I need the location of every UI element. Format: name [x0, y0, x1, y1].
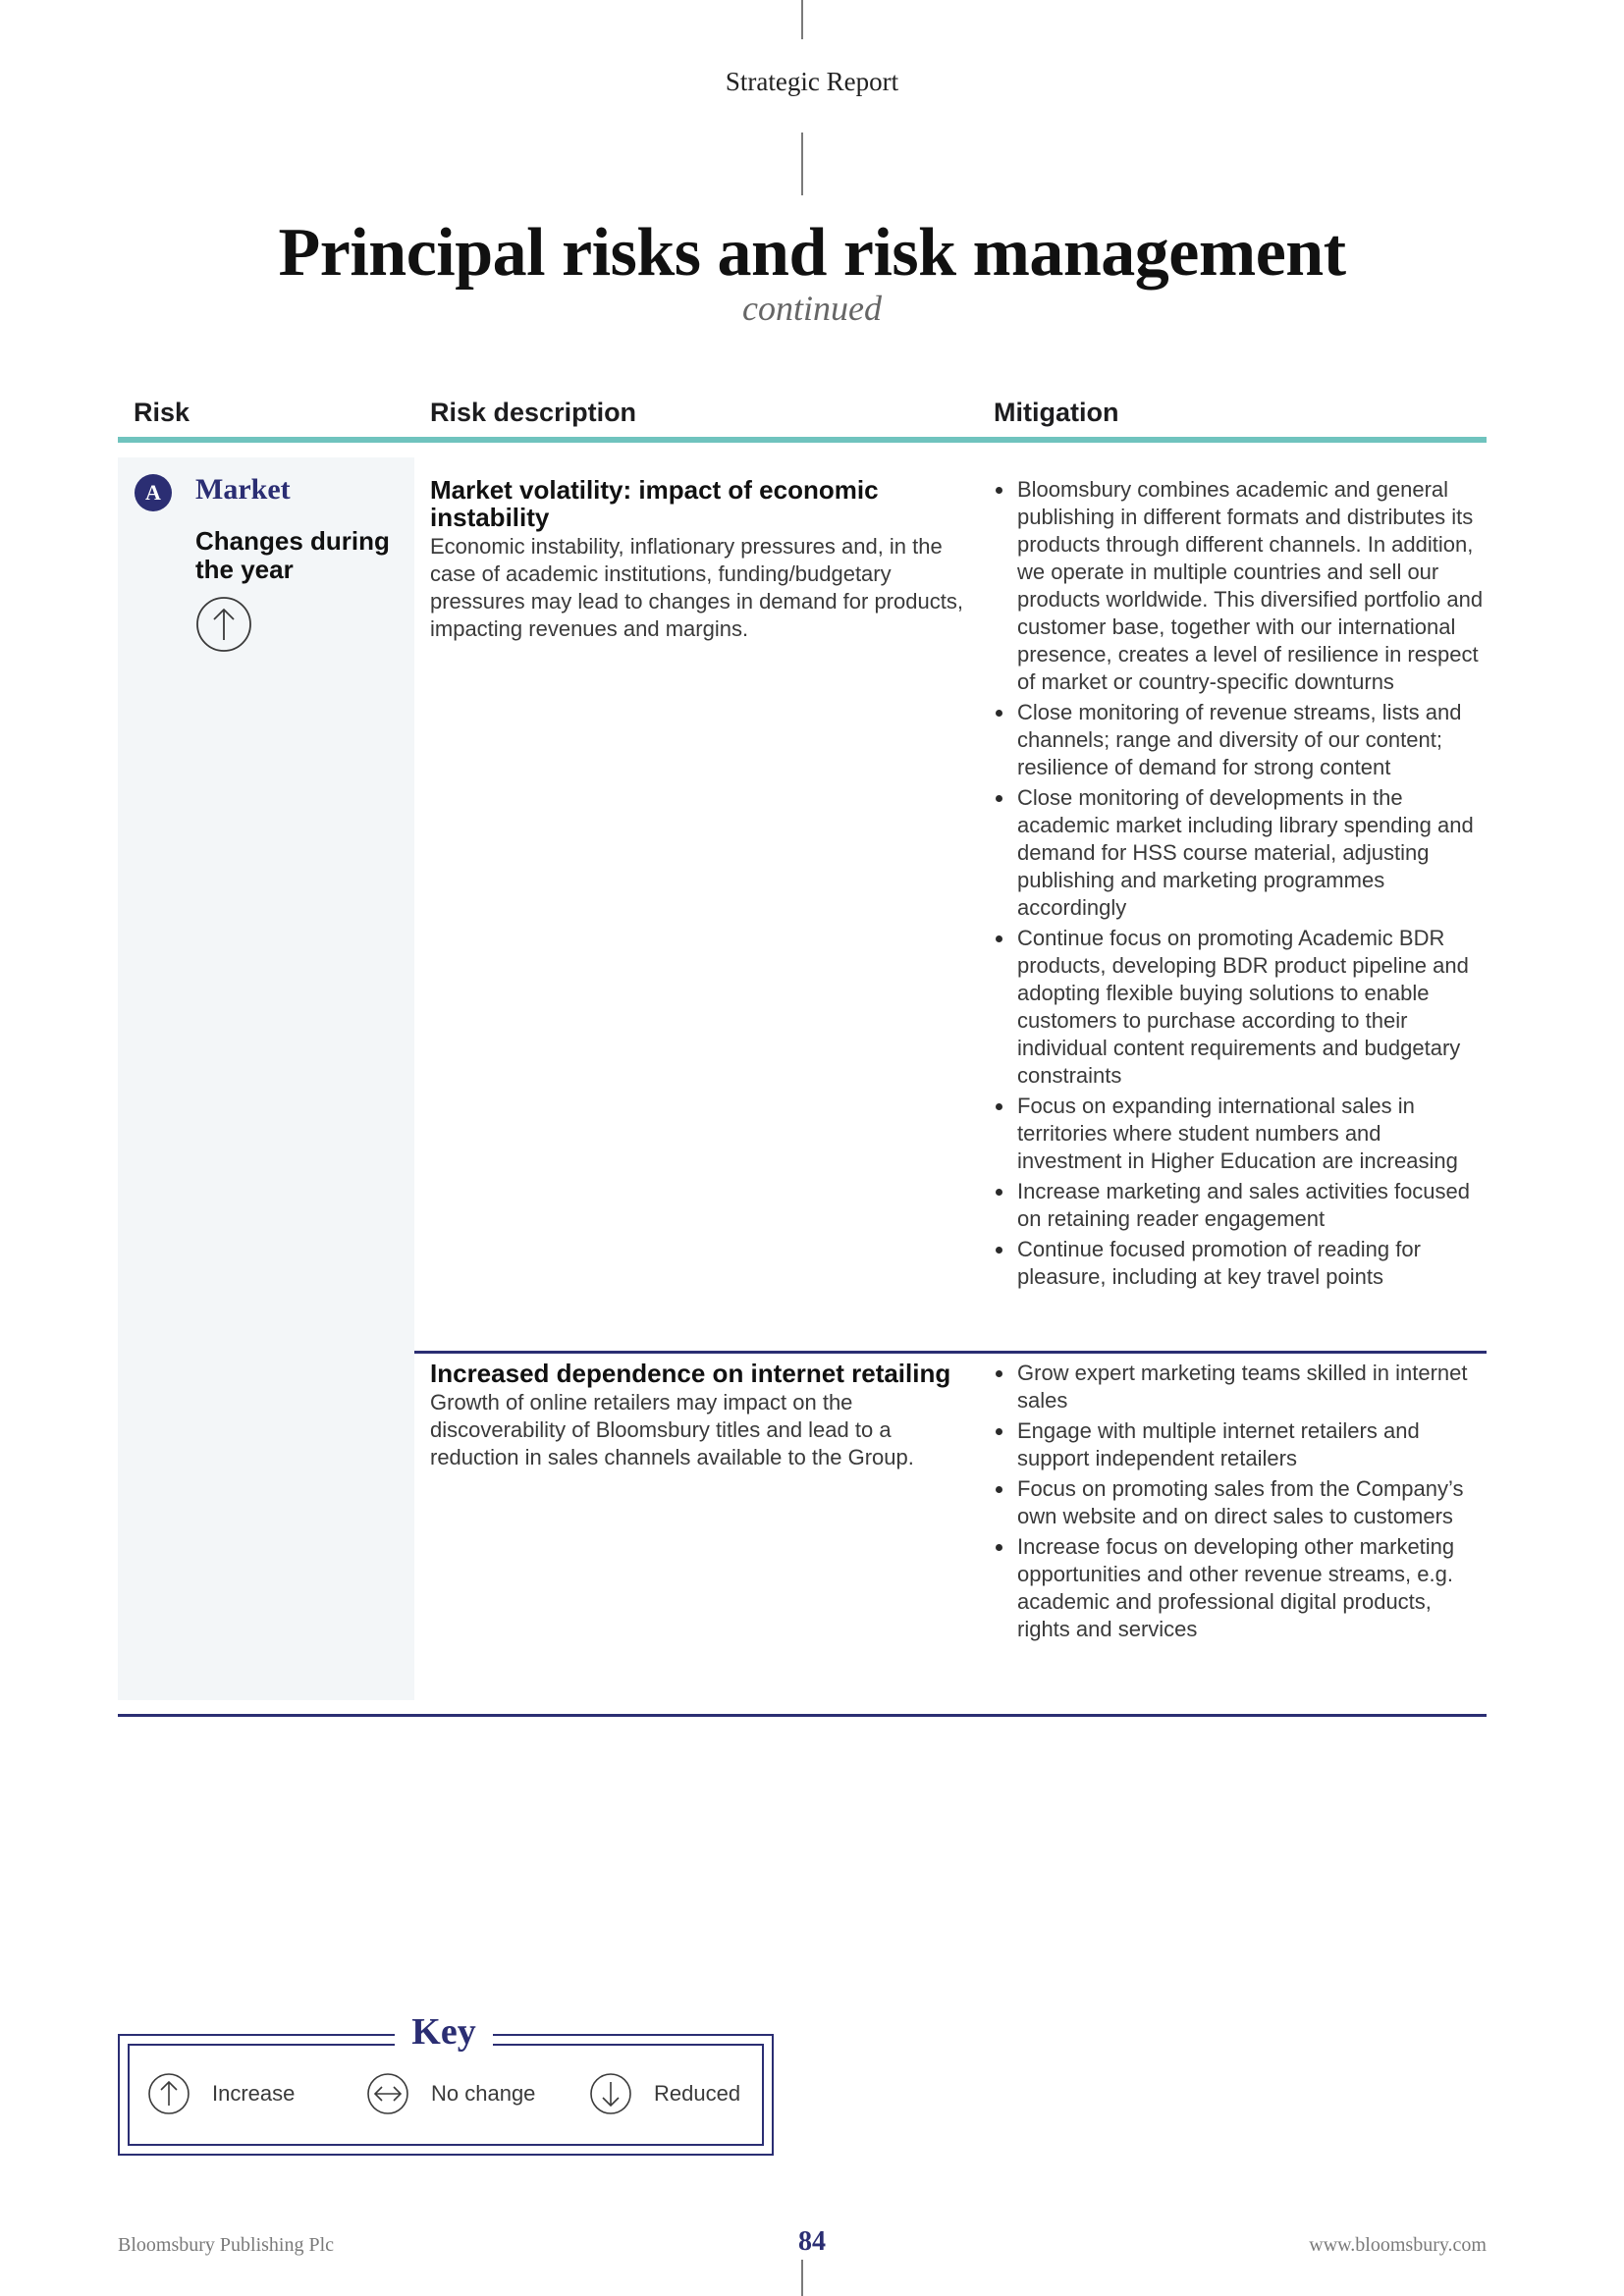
header-rule	[118, 437, 1487, 443]
key-label: Increase	[212, 2081, 296, 2106]
row-divider	[414, 1351, 1487, 1354]
mitigation-item: Grow expert marketing teams skilled in internet sales	[994, 1360, 1487, 1415]
mitigation-item: Focus on promoting sales from the Company’s own website and on direct sales to customers	[994, 1475, 1487, 1530]
risk-description: Growth of online retailers may impact on the discoverability of Bloomsbury titles and lead to a reduction in sales channels available to the Group.	[430, 1390, 914, 1469]
top-divider-line	[801, 0, 803, 39]
risk-title: Market volatility: impact of economic instability	[430, 475, 879, 532]
mitigation-item: Bloomsbury combines academic and general publishing in different formats and distributes its products through different channels. In addition, we operate in multiple countries and sell our products worldwide. This diversified portfolio and customer base, together with our international presence, creates a level of resilience in respect of market or country-specific downturns	[994, 476, 1487, 696]
risk-change-label: Changes during the year	[195, 526, 390, 584]
key-label: Reduced	[654, 2081, 741, 2106]
mitigation-item: Close monitoring of revenue streams, lists and channels; range and diversity of our content; resilience of demand for strong content	[994, 699, 1487, 781]
key-item-reduced	[589, 2072, 740, 2115]
risk-name: Market	[195, 473, 291, 506]
risk-letter-badge: A	[135, 474, 172, 511]
page-title: Principal risks and risk management	[278, 215, 1346, 291]
mitigation-list-market-volatility	[994, 476, 1487, 1294]
key-item-increase	[147, 2072, 295, 2115]
risk-panel	[118, 457, 414, 1700]
mitigation-item: Focus on expanding international sales in territories where student numbers and investment in Higher Education are increasing	[994, 1093, 1487, 1175]
arrow-left-right-circle-icon	[366, 2072, 409, 2115]
risk-description: Economic instability, inflationary pressures and, in the case of academic institutions, funding/budgetary pressures may lead to changes in demand for products, impacting revenues and margins.	[430, 534, 963, 641]
page-number: 84	[798, 2226, 826, 2257]
mitigation-item: Increase marketing and sales activities focused on retaining reader engagement	[994, 1178, 1487, 1233]
key-label: No change	[431, 2081, 536, 2106]
arrow-up-circle-icon	[147, 2072, 190, 2115]
mitigation-item: Increase focus on developing other marketing opportunities and other revenue streams, e.g. academic and professional digital products, rights and services	[994, 1533, 1487, 1643]
key-title: Key	[395, 2010, 493, 2054]
risk-title: Increased dependence on internet retailing	[430, 1359, 951, 1388]
bottom-divider-line	[801, 2260, 803, 2296]
mitigation-item: Continue focused promotion of reading for pleasure, including at key travel points	[994, 1236, 1487, 1291]
header-divider-line	[801, 133, 803, 195]
section-label: Strategic Report	[725, 67, 899, 96]
footer-website-link[interactable]: www.bloomsbury.com	[1309, 2234, 1487, 2256]
mitigation-item: Close monitoring of developments in the academic market including library spending and demand for HSS course material, adjusting publishing and marketing programmes accordingly	[994, 784, 1487, 922]
column-header-risk-description: Risk description	[430, 398, 637, 427]
risk-row-internet-retailing	[430, 1360, 965, 1471]
mitigation-list-internet-retailing	[994, 1360, 1487, 1646]
column-header-risk: Risk	[134, 398, 190, 427]
footer-company: Bloomsbury Publishing Plc	[118, 2234, 335, 2256]
arrow-up-circle-icon	[195, 596, 252, 653]
page-subtitle: continued	[742, 289, 882, 328]
key-item-no-change	[366, 2072, 535, 2115]
arrow-down-circle-icon	[589, 2072, 632, 2115]
risk-row-market-volatility	[430, 476, 965, 643]
table-bottom-rule	[118, 1714, 1487, 1717]
column-header-mitigation: Mitigation	[994, 398, 1119, 427]
mitigation-item: Engage with multiple internet retailers and support independent retailers	[994, 1417, 1487, 1472]
mitigation-item: Continue focus on promoting Academic BDR products, developing BDR product pipeline and adopting flexible buying solutions to enable customers to purchase according to their individual content requirements and budgetary constraints	[994, 925, 1487, 1090]
